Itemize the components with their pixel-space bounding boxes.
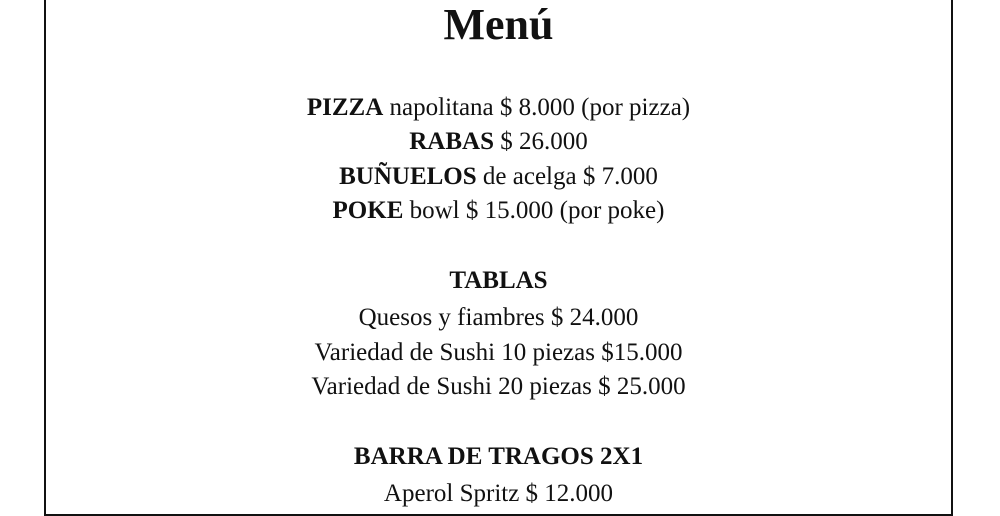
menu-item-name: BUÑUELOS: [339, 163, 477, 190]
menu-item-details: bowl $ 15.000 (por poke): [403, 197, 665, 224]
menu-item-details: napolitana $ 8.000 (por pizza): [383, 94, 691, 121]
menu-item-pizza: [46, 93, 951, 123]
menu-item-quesos: Quesos y fiambres $ 24.000: [358, 304, 639, 331]
menu-item-rabas: [46, 127, 951, 157]
menu-title: Menú: [443, 0, 554, 49]
menu-item-aperol: Aperol Spritz $ 12.000: [383, 480, 614, 507]
menu-page: [44, 0, 953, 516]
menu-item-sushi-20: Variedad de Sushi 20 piezas $ 25.000: [311, 373, 686, 400]
menu-item-details: $ 26.000: [494, 128, 588, 155]
menu-item-name: RABAS: [409, 128, 494, 155]
menu-item-bunuelos: [46, 162, 951, 192]
menu-item-name: POKE: [332, 197, 404, 224]
menu-item-poke: [46, 196, 951, 226]
menu-item-sushi-10: Variedad de Sushi 10 piezas $15.000: [314, 339, 683, 366]
section-heading-tablas: TABLAS: [449, 267, 548, 294]
section-heading-barra: BARRA DE TRAGOS 2X1: [353, 443, 644, 470]
menu-item-details: de acelga $ 7.000: [476, 163, 658, 190]
menu-item-name: PIZZA: [306, 94, 384, 121]
